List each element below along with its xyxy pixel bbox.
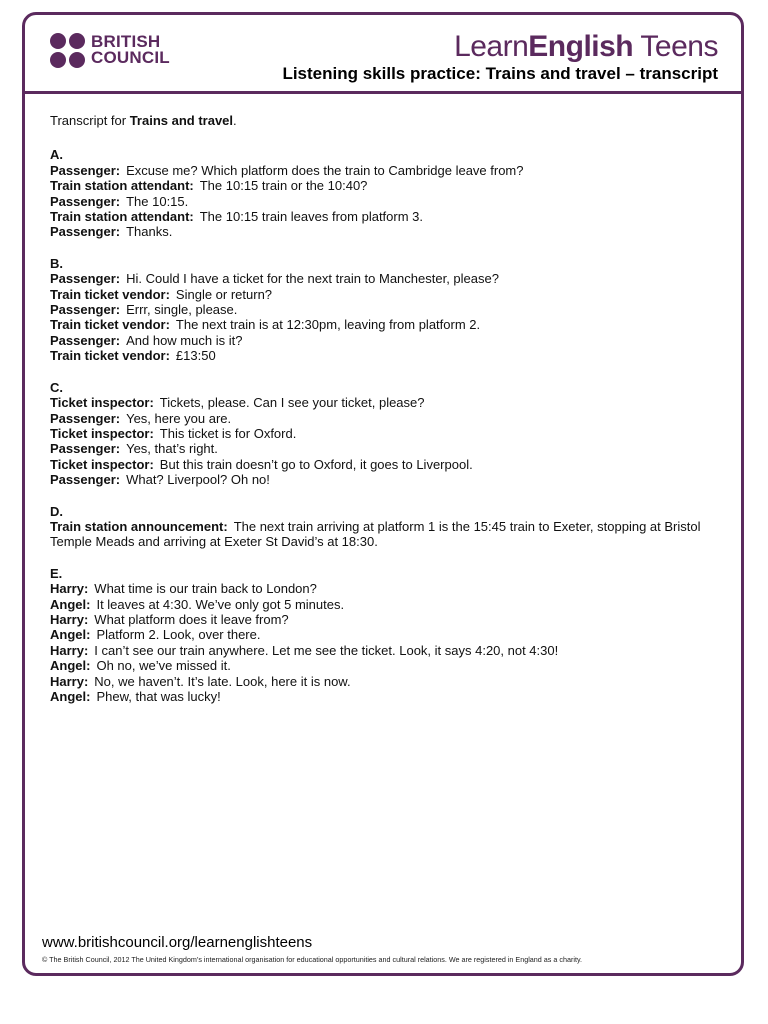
speaker-name: Passenger: <box>50 410 121 426</box>
speaker-name: Passenger: <box>50 224 121 240</box>
section-label: C. <box>50 379 63 395</box>
dialogue-text: The next train arriving at platform 1 is the 15:45 train to Exeter, stopping at Bristol Temple Meads and arriving at Exeter St David’s at 18:30. <box>50 518 701 550</box>
dialogue-text: Tickets, please. Can I see your ticket, please? <box>159 395 425 411</box>
section-label: B. <box>50 255 63 271</box>
dialogue-text: Phew, that was lucky! <box>96 689 221 704</box>
speaker-name: Passenger: <box>50 472 121 488</box>
dialogue-text: I can’t see our train anywhere. Let me see the ticket. Look, it says 4:20, not 4:30! <box>94 642 559 658</box>
header-divider <box>22 91 744 94</box>
dialogue-line <box>50 224 722 239</box>
dialogue-line <box>50 194 722 209</box>
dialogue-text: What platform does it leave from? <box>94 611 289 627</box>
dialogue-text: Errr, single, please. <box>126 302 238 318</box>
dialogue-text: Excuse me? Which platform does the train to Cambridge leave from? <box>126 162 524 178</box>
brand-learn: Learn <box>454 30 529 63</box>
speaker-name: Passenger: <box>50 193 121 209</box>
dialogue-line <box>50 457 722 472</box>
logo-line-2: COUNCIL <box>91 48 170 67</box>
transcript-section <box>50 504 722 550</box>
speaker-name: Ticket inspector: <box>50 425 154 441</box>
intro-title: Trains and travel <box>129 113 234 128</box>
dialogue-text: Yes, that’s right. <box>126 441 218 457</box>
dialogue-line <box>50 287 722 302</box>
dialogue-line <box>50 441 722 456</box>
speaker-name: Ticket inspector: <box>50 456 154 472</box>
dialogue-line <box>50 612 722 627</box>
section-label: A. <box>50 147 63 163</box>
dialogue-line <box>50 426 722 441</box>
document-title: Listening skills practice: Trains and travel – transcript <box>282 64 718 83</box>
speaker-name: Train ticket vendor: <box>50 317 170 333</box>
speaker-name: Passenger: <box>50 162 121 178</box>
dialogue-line <box>50 472 722 487</box>
dialogue-line <box>50 627 722 642</box>
transcript-body <box>50 113 722 720</box>
dialogue-line <box>50 519 722 550</box>
brand-english: English <box>528 30 634 63</box>
british-council-logo <box>50 32 170 68</box>
dialogue-text: Platform 2. Look, over there. <box>96 627 261 643</box>
speaker-name: Passenger: <box>50 441 121 457</box>
speaker-name: Angel: <box>50 689 91 704</box>
dialogue-text: Yes, here you are. <box>126 410 232 426</box>
dialogue-line <box>50 411 722 426</box>
transcript-section <box>50 147 722 239</box>
dialogue-text: Oh no, we’ve missed it. <box>96 658 231 674</box>
dialogue-line <box>50 643 722 658</box>
speaker-name: Train ticket vendor: <box>50 286 170 302</box>
british-council-dots-icon <box>50 33 85 68</box>
speaker-name: Harry: <box>50 611 89 627</box>
speaker-name: Train ticket vendor: <box>50 348 170 364</box>
speaker-name: Ticket inspector: <box>50 395 154 411</box>
speaker-name: Passenger: <box>50 302 121 318</box>
transcript-section <box>50 256 722 364</box>
speaker-name: Passenger: <box>50 271 121 287</box>
dialogue-line <box>50 581 722 596</box>
dialogue-line <box>50 302 722 317</box>
dialogue-text: The 10:15 train or the 10:40? <box>199 178 368 194</box>
learnenglish-teens-logo <box>454 30 718 64</box>
dialogue-text: This ticket is for Oxford. <box>159 425 297 441</box>
dialogue-text: What time is our train back to London? <box>94 581 317 597</box>
speaker-name: Train station attendant: <box>50 209 194 225</box>
transcript-section <box>50 380 722 488</box>
dialogue-text: And how much is it? <box>126 332 243 348</box>
dialogue-line <box>50 271 722 286</box>
dialogue-text: Single or return? <box>175 286 273 302</box>
dialogue-text: £13:50 <box>175 348 216 364</box>
speaker-name: Harry: <box>50 581 89 597</box>
intro-suffix: . <box>233 113 237 128</box>
dialogue-text: No, we haven’t. It’s late. Look, here it is now. <box>94 673 351 689</box>
speaker-name: Harry: <box>50 642 89 658</box>
dialogue-line <box>50 689 722 704</box>
transcript-section <box>50 566 722 705</box>
speaker-name: Train station announcement: <box>50 518 228 534</box>
transcript-sections <box>50 147 722 704</box>
dialogue-line <box>50 178 722 193</box>
dialogue-line <box>50 658 722 673</box>
speaker-name: Angel: <box>50 596 91 612</box>
dialogue-line <box>50 597 722 612</box>
dialogue-text: Thanks. <box>126 224 173 240</box>
dialogue-text: Hi. Could I have a ticket for the next train to Manchester, please? <box>126 271 499 287</box>
dialogue-text: The 10:15. <box>126 193 189 209</box>
dialogue-line <box>50 317 722 332</box>
speaker-name: Angel: <box>50 627 91 643</box>
dialogue-line <box>50 674 722 689</box>
logo-line-1: BRITISH <box>91 32 161 51</box>
dialogue-line <box>50 333 722 348</box>
dialogue-line <box>50 348 722 363</box>
dialogue-text: What? Liverpool? Oh no! <box>126 472 270 488</box>
intro-line <box>50 113 722 128</box>
speaker-name: Train station attendant: <box>50 178 194 194</box>
speaker-name: Harry: <box>50 673 89 689</box>
dialogue-line <box>50 209 722 224</box>
dialogue-text: The 10:15 train leaves from platform 3. <box>199 209 424 225</box>
intro-prefix: Transcript for <box>50 113 130 128</box>
dialogue-text: It leaves at 4:30. We’ve only got 5 minutes. <box>96 596 345 612</box>
dialogue-line <box>50 395 722 410</box>
speaker-name: Angel: <box>50 658 91 674</box>
footer-copyright: © The British Council, 2012 The United Kingdom’s international organisation for educational opportunities and cultural relations. We are registered in England as a charity. <box>42 955 583 964</box>
dialogue-line <box>50 163 722 178</box>
dialogue-text: But this train doesn’t go to Oxford, it goes to Liverpool. <box>159 456 473 472</box>
brand-teens: Teens <box>633 30 718 63</box>
dialogue-text: The next train is at 12:30pm, leaving from platform 2. <box>175 317 481 333</box>
section-label: E. <box>50 565 63 581</box>
section-label: D. <box>50 503 63 519</box>
footer-url: www.britishcouncil.org/learnenglishteens <box>42 934 313 951</box>
speaker-name: Passenger: <box>50 332 121 348</box>
